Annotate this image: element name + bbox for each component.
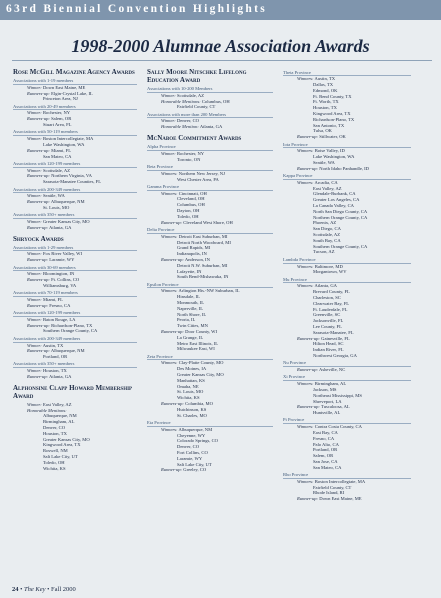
- award-recipient: Clearwater Bay, FL: [313, 300, 350, 306]
- award-recipient: Houston, TX: [43, 430, 67, 436]
- award-recipient: Twin Cities, MN: [177, 323, 208, 329]
- entry-name: Miami, FL: [42, 297, 63, 302]
- entry-name: Richardson-Plano, TX: [51, 322, 93, 328]
- category-label: Associations with 70-119 members: [13, 290, 137, 297]
- entry-name: Clay-Platte County, MO: [178, 360, 224, 366]
- award-recipient: Naperville, IL: [177, 305, 204, 311]
- entry-name: Gainesville, FL: [321, 335, 350, 341]
- entry-name: Ft. Collins, CO: [51, 277, 80, 283]
- entry-role: Runners-up:: [297, 335, 320, 341]
- award-recipient: Roswell, NM: [43, 448, 68, 454]
- entry-name: Albuquerque, NM: [50, 348, 85, 354]
- entry-role: Honorable Mention:: [161, 124, 199, 130]
- category-label: Beta Province: [147, 164, 273, 171]
- award-recipient: San Antonio, TX: [313, 122, 345, 128]
- entry-name: Detroit East Suburban, MI: [178, 233, 228, 239]
- entry-name: Atlanta, GA: [49, 374, 72, 380]
- award-recipient: Greater Kansas City, MO: [43, 436, 90, 442]
- award-recipient: Columbus, OH: [177, 202, 205, 208]
- entry-role: Winner:: [27, 193, 42, 199]
- entry-name: Columbus, OH: [201, 98, 230, 104]
- award-recipient: Cheyenne, WY: [177, 432, 206, 438]
- category-label: Associations with 10-200 Members: [147, 86, 273, 93]
- header-banner: [0, 0, 441, 20]
- award-entry: [147, 220, 273, 226]
- entry-role: Winner:: [27, 251, 42, 257]
- entry-role: Winner:: [27, 316, 42, 322]
- entry-role: Runner-up:: [297, 367, 319, 373]
- award-recipient: Monmouth, IL: [177, 300, 205, 305]
- award-recipient: Wichita, KS: [43, 465, 66, 471]
- award-recipient: Southern Orange County, CA: [313, 243, 368, 249]
- award-entry: [13, 225, 137, 231]
- award-recipient: Portland, OR: [313, 447, 338, 453]
- entry-role: Winners:: [297, 179, 314, 185]
- category-label: Associations with 200-349 members: [13, 336, 137, 343]
- entry-role: Winners:: [297, 424, 314, 430]
- award-recipient: Denver, CO: [177, 444, 200, 450]
- award-recipient: Dallas, TX: [313, 82, 334, 88]
- entry-name: Fox River Valley, WI: [42, 251, 83, 257]
- award-recipient: Salt Lake City, UT: [43, 454, 78, 460]
- award-recipient: Fresno, CA: [313, 435, 335, 441]
- entry-role: Winners:: [297, 381, 314, 387]
- entry-name: Cleveland West Shore, OH: [183, 219, 233, 225]
- award-recipient: Shreveport, LA: [313, 398, 342, 404]
- award-heading: Shryock Awards: [13, 234, 64, 243]
- banner-title: 63rd Biennial Convention Highlights: [6, 3, 268, 15]
- award-recipient: La Canada Valley, CA: [313, 203, 354, 209]
- award-recipient: Salem, OR: [313, 453, 334, 459]
- entry-role: Winner:: [161, 118, 176, 124]
- entry-name: Anderson, IN: [184, 256, 210, 262]
- category-label: Gamma Province: [147, 184, 273, 191]
- entry-name: Boston Intercollegiate, MA: [42, 136, 94, 142]
- award-recipient: Northwest Georgia, GA: [313, 352, 357, 358]
- entry-role: Winners:: [297, 478, 314, 484]
- entry-role: Runners-up:: [161, 256, 184, 262]
- entry-role: Winners:: [297, 148, 314, 154]
- award-entry: [283, 134, 411, 140]
- entry-role: Winners:: [161, 288, 178, 294]
- award-recipient: Jackson, MS: [313, 386, 337, 392]
- award-recipient: Lake Washington, WA: [43, 141, 85, 147]
- award-recipient: Fort Collins, CO: [177, 449, 208, 455]
- award-entry: [13, 374, 137, 380]
- entry-name: Laramie, WY: [49, 257, 75, 263]
- entry-name: Tuscaloosa, AL: [321, 404, 350, 410]
- category-label: Zeta Province: [147, 354, 273, 361]
- category-label: Associations with 20-49 members: [13, 104, 137, 111]
- award-recipient: Ft. Worth, TX: [313, 99, 339, 105]
- entry-name: Austin, TX: [42, 342, 64, 348]
- entry-role: Runners-up:: [161, 401, 184, 407]
- award-recipient: Seattle, WA: [313, 159, 335, 165]
- entry-name: Scottsdale, AZ: [42, 167, 71, 173]
- entry-name: Northern New Jersey, NJ: [178, 170, 225, 176]
- award-recipient: Manhattan, KS: [177, 377, 205, 383]
- award-recipient: Laramie, WY: [177, 455, 203, 461]
- category-label: Eta Province: [147, 420, 273, 427]
- entry-name: Arlington Hts.-NW Suburban, IL: [178, 288, 240, 294]
- award-recipient: Albuquerque, NM: [43, 413, 77, 419]
- entry-role: Winner:: [161, 92, 176, 98]
- entry-name: Arcadia, CA: [314, 179, 338, 185]
- award-recipient: Ft. Lauderdale, FL: [313, 306, 348, 312]
- award-recipient: Huntsville, AL: [313, 410, 341, 416]
- entry-role: Runner-up:: [297, 134, 319, 140]
- award-recipient: Toronto, ON: [177, 156, 201, 162]
- page-title: 1998-2000 Alumnae Association Awards: [71, 36, 370, 56]
- entry-role: Runners-up:: [297, 404, 320, 410]
- award-recipient: South Bend-Mishawaka, IN: [177, 274, 229, 280]
- award-recipient: East Bay, CA: [313, 430, 338, 436]
- entry-name: Boston Intercollegiate, MA: [314, 478, 366, 484]
- award-recipient: Greater Kansas City, MO: [177, 372, 224, 378]
- entry-role: Winner:: [27, 110, 42, 116]
- entry-role: Runners-up:: [27, 277, 50, 283]
- award-entry: [147, 467, 273, 473]
- award-recipient: Toledo, OH: [177, 213, 199, 219]
- category-label: Kappa Province: [283, 173, 411, 180]
- entry-name: Houston, TX: [42, 368, 67, 374]
- award-recipient: Denver, CO: [43, 425, 66, 431]
- award-entry: [13, 303, 137, 309]
- entry-role: Winner:: [27, 401, 42, 407]
- award-recipient: Fairfield County, CT: [313, 484, 352, 490]
- award-entry: [147, 124, 273, 130]
- award-recipient: San Mateo, CA: [313, 464, 342, 470]
- category-label: Associations with 1-19 members: [13, 78, 137, 85]
- award-recipient: Lake Washington, WA: [313, 154, 355, 160]
- entry-role: Runners-up:: [27, 173, 50, 179]
- entry-role: Winners:: [161, 170, 178, 176]
- entry-name: Albuquerque, NM: [50, 199, 85, 205]
- entry-role: Winners:: [161, 426, 178, 432]
- entry-role: Winner:: [27, 136, 42, 142]
- entry-role: Runner-up:: [161, 467, 183, 473]
- award-recipient: Des Moines, IA: [177, 366, 207, 372]
- award-column-3: [283, 68, 411, 573]
- entry-name: Cincinnati, OH: [178, 190, 207, 196]
- award-recipient: Edmond, OK: [313, 87, 338, 93]
- entry-role: Winners:: [161, 233, 178, 239]
- page-footer: [12, 586, 76, 593]
- award-recipient: Salt Lake City, UT: [177, 461, 212, 467]
- category-label: Associations with 120-199 members: [13, 161, 137, 168]
- entry-name: Baltimore, MD: [314, 263, 343, 269]
- award-recipient: Portland, OR: [43, 354, 68, 360]
- entry-role: Winner:: [27, 219, 42, 225]
- award-recipient: Rhode Island, RI: [313, 490, 345, 496]
- entry-name: Down East Maine, ME: [42, 84, 86, 90]
- award-recipient: San Mateo, CA: [43, 153, 72, 159]
- entry-role: Honorable Mentions:: [27, 407, 67, 413]
- entry-name: Stillwater, OK: [319, 134, 346, 140]
- award-recipient: St. Louis, MO: [43, 204, 70, 210]
- award-recipient: Greater Los Angeles, CA: [313, 197, 360, 203]
- entry-role: Winner:: [27, 84, 42, 90]
- entry-name: Contra Costa County, CA: [314, 424, 362, 430]
- category-label: Xi Province: [283, 374, 411, 381]
- award-recipient: Grand Rapids, MI: [177, 245, 211, 251]
- award-heading: Sally Moore Nitschke Lifelong Education Award: [147, 68, 247, 84]
- category-label: Pi Province: [283, 417, 411, 424]
- entry-role: Winner:: [27, 271, 42, 277]
- award-recipient: Colorado Springs, CO: [177, 438, 218, 444]
- award-recipient: Williamsburg, VA: [43, 282, 77, 288]
- award-heading: McNaboe Commitment Awards: [147, 134, 242, 143]
- entry-name: Atlanta, GA: [314, 283, 337, 289]
- award-recipient: Fairfield County, CT: [177, 104, 216, 110]
- entry-name: Greater Kansas City, MO: [42, 219, 90, 225]
- award-recipient: San Diego, CA: [313, 226, 341, 232]
- entry-role: Honorable Mentions:: [161, 98, 201, 104]
- category-label: Nu Province: [283, 360, 411, 367]
- entry-role: Runners-up:: [27, 147, 50, 153]
- entry-name: Bloomington, IN: [42, 271, 75, 277]
- award-recipient: Northeast Mississippi, MS: [313, 392, 362, 398]
- entry-name: Asheville, NC: [319, 367, 346, 373]
- award-recipient: Toledo, OH: [43, 459, 65, 465]
- category-label: Rho Province: [283, 472, 411, 479]
- entry-role: Winners:: [161, 190, 178, 196]
- award-recipient: Cleveland, OH: [177, 196, 205, 202]
- entry-role: Runner-up:: [27, 257, 49, 263]
- award-entry: [283, 496, 411, 502]
- award-recipient: Detroit North Woodward, MI: [177, 239, 231, 245]
- entry-name: Rochester, NY: [176, 150, 205, 156]
- category-label: Associations with 350+ members: [13, 212, 137, 219]
- award-recipient: Northern Orange County, CA: [313, 214, 368, 220]
- award-recipient: Milwaukee East, WI: [177, 346, 215, 352]
- award-recipient: Charleston, SC: [313, 294, 341, 300]
- entry-role: Runners-up:: [27, 348, 50, 354]
- category-label: Iota Province: [283, 142, 411, 149]
- entry-role: Winner:: [27, 342, 42, 348]
- entry-role: Winners:: [297, 263, 314, 269]
- entry-name: Fresno, CA: [49, 302, 71, 308]
- entry-role: Runner-up:: [27, 224, 49, 230]
- award-recipient: Princeton Area, NJ: [43, 96, 78, 102]
- publication-name: The Key: [24, 586, 46, 593]
- entry-name: Down East Maine, ME: [319, 496, 362, 502]
- award-recipient: East Valley, AZ: [313, 185, 342, 191]
- category-label: Associations with more than 200 Members: [147, 112, 273, 119]
- award-heading: Rose McGill Magazine Agency Awards: [13, 68, 135, 76]
- category-label: Associations with 350+ members: [13, 361, 137, 368]
- award-recipient: St. Charles, MO: [177, 412, 207, 418]
- entry-role: Runners-up:: [27, 90, 50, 96]
- award-recipient: Metro East Illinois, IL: [177, 340, 219, 346]
- entry-name: Austin, TX: [314, 76, 336, 82]
- award-recipient: Stuart Area, FL: [43, 122, 72, 128]
- page-number: 24: [12, 586, 19, 593]
- category-label: Lambda Province: [283, 257, 411, 264]
- entry-role: Runner-up:: [161, 219, 183, 225]
- award-recipient: Indian River, FL: [313, 347, 344, 353]
- entry-name: Birmingham, AL: [314, 381, 347, 387]
- entry-role: Winner:: [27, 297, 42, 302]
- award-recipient: South Bay, CA: [313, 237, 341, 243]
- category-label: Associations with 50-119 members: [13, 129, 137, 136]
- title-divider: [12, 60, 432, 61]
- entry-name: Seattle, WA: [42, 193, 65, 199]
- entry-name: Door County, WI: [185, 328, 218, 334]
- entry-name: Miami, FL: [51, 147, 72, 153]
- award-recipient: Birmingham, AL: [43, 419, 75, 425]
- award-recipient: Houston, TX: [313, 105, 337, 111]
- entry-role: Runner-up:: [297, 496, 319, 502]
- award-recipient: Brevard County, FL: [313, 289, 350, 295]
- award-heading: Alphonsine Clapp Howard Membership Award: [13, 383, 133, 400]
- entry-name: Northern Virginia, VA: [51, 173, 92, 179]
- entry-name: Denver, CO: [176, 118, 199, 124]
- entry-role: Winners:: [297, 283, 314, 289]
- entry-name: Greeley, CO: [183, 467, 207, 473]
- award-column-2: [147, 68, 273, 573]
- award-recipient: San Jose, CA: [313, 459, 338, 464]
- entry-name: Salem, OR: [51, 116, 72, 122]
- category-label: Associations with 200-349 members: [13, 187, 137, 194]
- award-entry: [283, 166, 411, 172]
- award-recipient: Jacksonville, FL: [313, 318, 344, 324]
- award-recipient: Detroit N.W. Suburban, MI: [177, 262, 228, 268]
- category-label: Alpha Province: [147, 144, 273, 151]
- entry-role: Runners-up:: [27, 116, 50, 122]
- entry-role: Winner:: [27, 167, 42, 173]
- award-recipient: Hutchinson, KS: [177, 406, 207, 412]
- award-recipient: Wichita, KS: [177, 395, 200, 401]
- entry-role: Winners:: [161, 360, 178, 366]
- entry-role: Runners-up:: [161, 328, 184, 334]
- entry-name: East Valley, AZ: [42, 401, 72, 407]
- award-recipient: Phoenix, AZ: [313, 220, 337, 226]
- award-recipient: Kingwood Area, TX: [313, 111, 351, 117]
- award-recipient: Tulsa, OK: [313, 128, 332, 134]
- entry-role: Winner:: [161, 150, 176, 156]
- entry-role: Runner-up:: [297, 165, 319, 171]
- award-recipient: Morgantown, WV: [313, 269, 347, 275]
- entry-role: Runner-up:: [27, 374, 49, 380]
- entry-role: Winners:: [297, 76, 314, 82]
- award-recipient: Tucson, AZ: [313, 249, 335, 255]
- category-label: Associations with 120-199 members: [13, 310, 137, 317]
- award-recipient: North Shore, IL: [177, 311, 207, 317]
- entry-role: Winner:: [27, 368, 42, 374]
- entry-name: Columbia, MO: [185, 401, 213, 407]
- category-label: Delta Province: [147, 227, 273, 234]
- entry-name: North Idaho Panhandle, ID: [319, 165, 370, 171]
- entry-role: Runners-up:: [27, 199, 50, 205]
- entry-role: Runners-up:: [27, 322, 50, 328]
- award-column-1: [13, 68, 137, 573]
- award-recipient: Glendale-Burbank, CA: [313, 191, 356, 197]
- award-entry: [13, 257, 137, 263]
- entry-name: Elgin-Crystal Lake, IL: [51, 90, 93, 96]
- award-recipient: Hilton Head, SC: [313, 341, 344, 347]
- entry-name: Boise Valley, ID: [314, 148, 345, 154]
- award-recipient: Scottsdale, AZ: [313, 232, 341, 238]
- award-recipient: Lee County, FL: [313, 323, 342, 329]
- category-label: Theta Province: [283, 70, 411, 77]
- award-recipient: Peoria, IL: [177, 317, 196, 323]
- category-label: Associations with 30-69 members: [13, 265, 137, 272]
- entry-name: Rochester, NY: [42, 110, 71, 116]
- award-recipient: Hinsdale, IL: [177, 294, 200, 300]
- entry-role: Runner-up:: [27, 302, 49, 308]
- award-recipient: La Grange, IL: [177, 334, 204, 340]
- award-recipient: Omaha, NE: [177, 383, 199, 389]
- award-recipient: Indianapolis, IN: [177, 251, 207, 257]
- category-label: Associations with 1-29 members: [13, 245, 137, 252]
- award-recipient: Greenville, SC: [313, 312, 341, 318]
- award-recipient: North San Diego County, CA: [313, 208, 368, 214]
- award-recipient: Kingwood Area, TX: [43, 442, 81, 448]
- entry-name: Albuquerque, NM: [178, 426, 213, 432]
- award-recipient: Southern Orange County, CA: [43, 328, 98, 334]
- award-recipient: West Chester Area, PA: [177, 176, 219, 182]
- award-recipient: Ft. Bend County, TX: [313, 93, 352, 99]
- footer-separator: •: [20, 586, 25, 593]
- award-recipient: Sarasota-Manatee Counties, FL: [43, 179, 102, 185]
- entry-name: Baton Rouge, LA: [42, 316, 76, 322]
- award-recipient: Palo Alto, CA: [313, 441, 339, 447]
- entry-name: Atlanta, GA: [199, 124, 223, 130]
- award-entry: [283, 367, 411, 373]
- award-recipient: Sarasota-Manatee, FL: [313, 329, 354, 335]
- award-recipient: Richardson-Plano, TX: [313, 116, 355, 122]
- award-recipient: Lafayette, IN: [177, 268, 202, 274]
- entry-name: Scottsdale, AZ: [176, 92, 205, 98]
- entry-name: Atlanta, GA: [49, 224, 72, 230]
- category-label: Mu Province: [283, 277, 411, 284]
- footer-separator: •: [47, 586, 52, 593]
- award-recipient: Dayton, OH: [177, 208, 200, 214]
- category-label: Epsilon Province: [147, 282, 273, 289]
- issue-date: Fall 2000: [51, 586, 76, 593]
- award-recipient: St. Louis, MO: [177, 389, 204, 395]
